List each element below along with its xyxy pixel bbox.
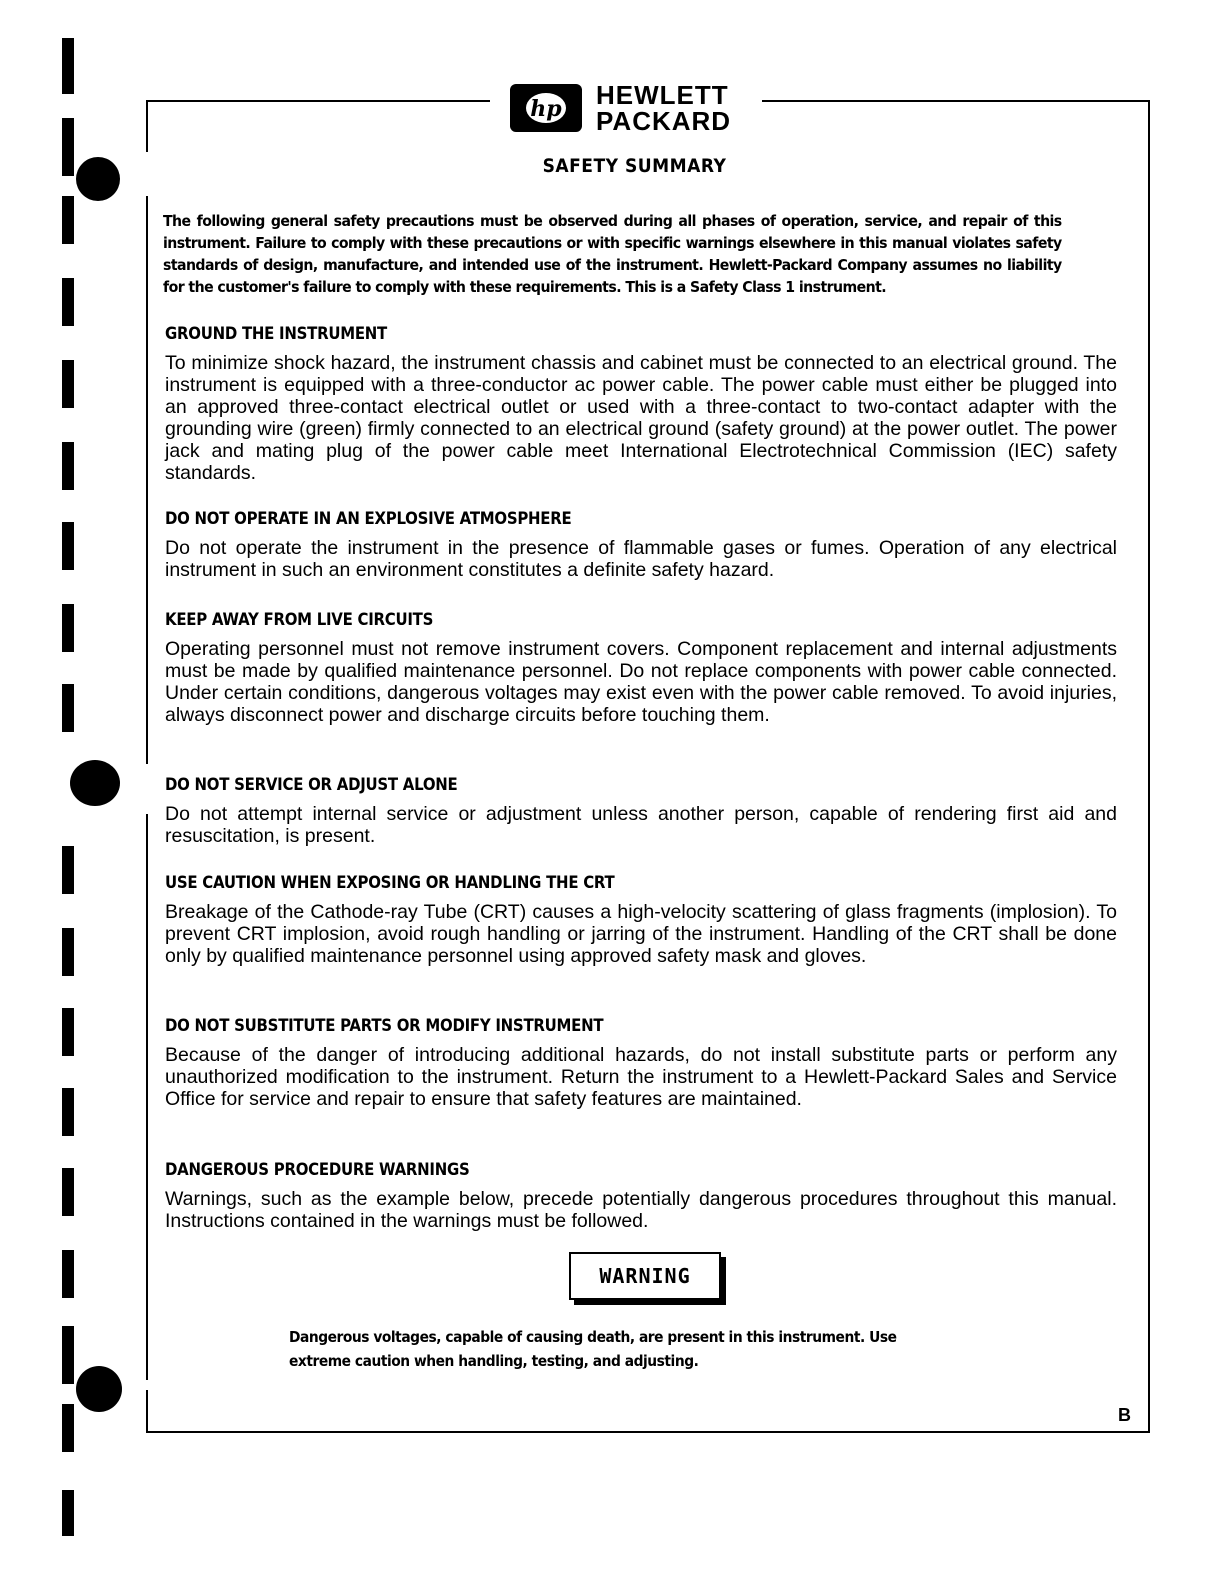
- section-body: Warnings, such as the example below, precede potentially dangerous procedures throughout this manual. Instructions contained in the warnings must be followed.: [165, 1188, 1117, 1232]
- margin-mark: [62, 360, 74, 408]
- section-heading: GROUND THE INSTRUMENT: [165, 324, 387, 344]
- margin-mark: [62, 1008, 74, 1056]
- margin-mark: [62, 684, 74, 732]
- section-body: Because of the danger of introducing additional hazards, do not install substitute parts or perform any unauthorized modification to the instrument. Return the instrument to a Hewlett-Packard Sales and Service Office for service and repair to ensure that safety features are maintained.: [165, 1044, 1117, 1110]
- margin-mark: [62, 442, 74, 490]
- frame-gap: [138, 150, 152, 1390]
- frame-left-segment: [146, 196, 148, 764]
- frame-left-segment: [146, 814, 148, 1380]
- page-title: SAFETY SUMMARY: [542, 155, 727, 177]
- margin-mark: [62, 522, 74, 570]
- section-body: Do not operate the instrument in the presence of flammable gases or fumes. Operation of any electrical instrument in such an environment constitutes a definite safety hazard.: [165, 537, 1117, 581]
- section-body: Breakage of the Cathode-ray Tube (CRT) causes a high-velocity scattering of glass fragments (implosion). To prevent CRT implosion, avoid rough handling or jarring of the instrument. Handling of the CRT shall be done only by qualified maintenance personnel using approved safety mask and gloves.: [165, 901, 1117, 967]
- margin-mark: [62, 278, 74, 326]
- frame-left-segment: [146, 108, 148, 152]
- section-body: Operating personnel must not remove instrument covers. Component replacement and internal adjustments must be made by qualified maintenance personnel. Do not replace components with power cable connected. Under certain conditions, dangerous voltages may exist even with the power cable removed. To avoid injuries, always disconnect power and discharge circuits before touching them.: [165, 638, 1117, 726]
- logo-line-2: PACKARD: [596, 106, 732, 136]
- warning-label: WARNING: [569, 1252, 721, 1300]
- margin-mark: [62, 38, 74, 94]
- margin-mark: [62, 604, 74, 652]
- margin-mark: [62, 846, 74, 894]
- section-body: To minimize shock hazard, the instrument chassis and cabinet must be connected to an electrical ground. The instrument is equipped with a three-conductor ac power cable. The power cable must either be plugged into an approved three-contact electrical outlet or used with a three-contact to two-contact adapter with the grounding wire (green) firmly connected to an electrical ground (safety ground) at the power outlet. The power jack and mating plug of the power cable meet International Electrotechnical Commission (IEC) safety standards.: [165, 352, 1117, 484]
- frame-left-segment: [146, 1410, 148, 1432]
- section-heading: DO NOT SERVICE OR ADJUST ALONE: [165, 775, 458, 795]
- svg-text:hp: hp: [530, 96, 562, 122]
- punch-hole: [76, 1366, 122, 1412]
- section-service-alone: [165, 775, 1117, 847]
- margin-mark: [62, 1404, 74, 1452]
- section-body: Do not attempt internal service or adjustment unless another person, capable of rendering first aid and resuscitation, is present.: [165, 803, 1117, 847]
- margin-mark: [62, 928, 74, 976]
- intro-paragraph: The following general safety precautions must be observed during all phases of operation, service, and repair of this instrument. Failure to comply with these precautions or with specific warnings elsewhere in this manual violates safety standards of design, manufacture, and intended use of the instrument. Hewlett-Packard Company assumes no liability for the customer's failure to comply with these requirements. This is a Safety Class 1 instrument.: [163, 212, 1062, 296]
- section-explosive: [165, 509, 1117, 581]
- margin-mark: [62, 1250, 74, 1298]
- section-crt: [165, 873, 1117, 967]
- section-heading: KEEP AWAY FROM LIVE CIRCUITS: [165, 610, 434, 630]
- section-warnings: [165, 1160, 1117, 1232]
- margin-mark: [62, 1168, 74, 1216]
- margin-mark: [62, 1490, 74, 1536]
- hp-logo: [510, 78, 731, 138]
- section-live-circuits: [165, 610, 1117, 726]
- page-identifier: B: [1118, 1405, 1131, 1425]
- section-heading: DANGEROUS PROCEDURE WARNINGS: [165, 1160, 470, 1180]
- margin-mark: [62, 1088, 74, 1136]
- logo-line-1: HEWLETT: [596, 80, 729, 110]
- section-heading: USE CAUTION WHEN EXPOSING OR HANDLING THE CRT: [165, 873, 615, 893]
- section-heading: DO NOT SUBSTITUTE PARTS OR MODIFY INSTRUMENT: [165, 1016, 604, 1036]
- hp-logo-text: [596, 82, 731, 134]
- warning-text: Dangerous voltages, capable of causing death, are present in this instrument. Use extreme caution when handling, testing, and adjusting.: [289, 1328, 897, 1370]
- punch-hole: [70, 760, 120, 806]
- section-heading: DO NOT OPERATE IN AN EXPLOSIVE ATMOSPHERE: [165, 509, 572, 529]
- margin-mark: [62, 1326, 74, 1384]
- margin-mark: [62, 196, 74, 244]
- section-substitute: [165, 1016, 1117, 1110]
- hp-logo-icon: [510, 84, 582, 132]
- page-frame: [146, 100, 1150, 1433]
- section-ground: [165, 324, 1117, 484]
